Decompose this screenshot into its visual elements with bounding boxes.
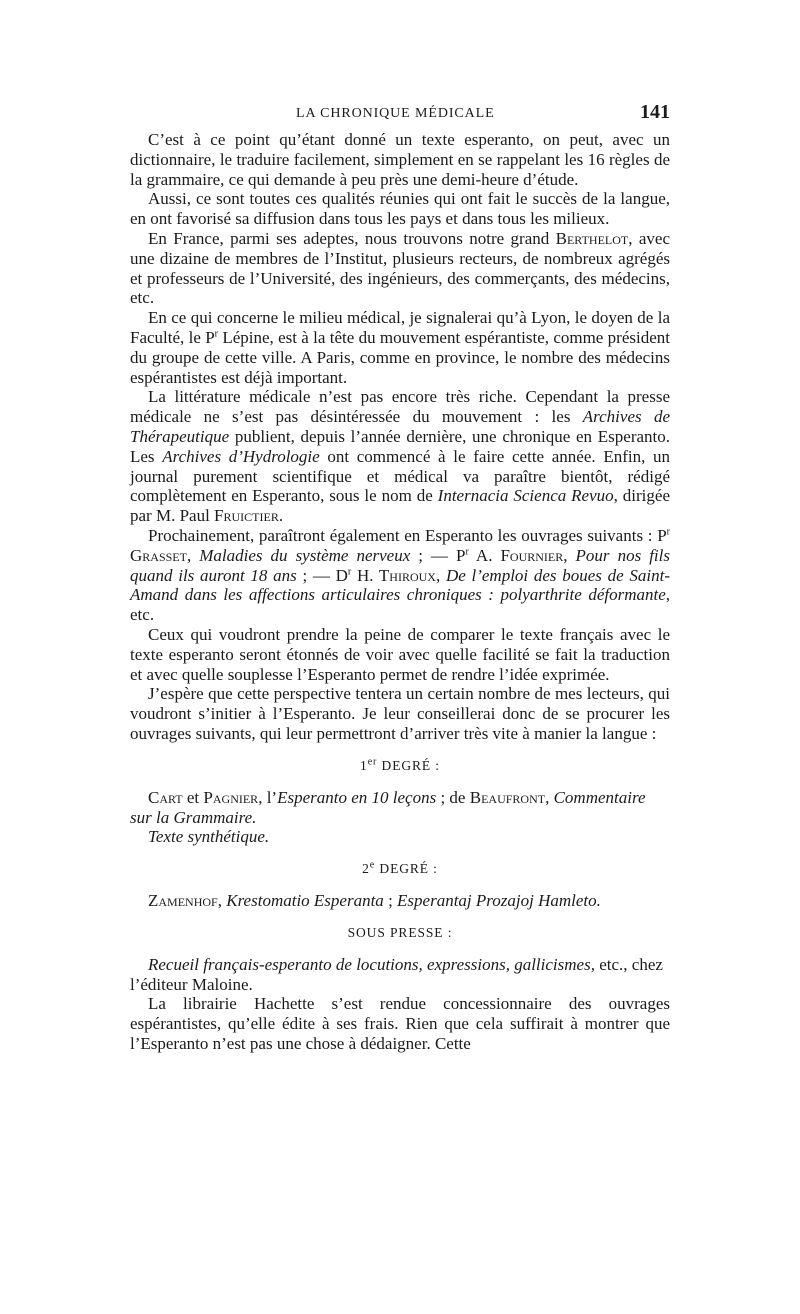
title-archives-hydrologie: Archives d’Hydrologie	[162, 446, 320, 466]
degree-1-books: Cart et Pagnier, l’Esperanto en 10 leçons ; de Beaufront, Commentaire sur la Grammaire.	[130, 787, 646, 827]
article-body-continued	[130, 994, 670, 1053]
name-thiroux: H. Thiroux	[351, 565, 436, 585]
paragraph-2: Aussi, ce sont toutes ces qualités réunies qui ont fait le succès de la langue, en ont favorisé sa diffusion dans tous les pays et dans tous les milieux.	[130, 189, 670, 229]
paragraph-5: La littérature médicale n’est pas encore très riche. Cependant la presse médicale ne s’est pas désintéressée du mouvement : les Archives de Thérapeutique publient, depuis l’année dernière, une chronique en Esperanto. Les Archives d’Hydrologie ont commencé à le faire cette année. Enfin, un journal purement scientifique et médical va paraître bientôt, rédigé complètement en Esperanto, sous le nom de Internacia Scienca Revuo, dirigée par M. Paul Fruictier.	[130, 387, 671, 526]
degree-2-books: Zamenhof, Krestomatio Esperanta ; Esperantaj Prozajoj Hamleto.	[148, 891, 601, 911]
article-body	[130, 130, 670, 744]
title-archives-therapeutique: Archives de Thérapeutique	[130, 407, 670, 446]
book-page	[130, 100, 670, 1054]
title-emploi-boues: De l’emploi des boues de Saint-Amand dans les affections articulaires chroniques : polyarthrite déformante	[130, 565, 670, 605]
paragraph-7: Ceux qui voudront prendre la peine de comparer le texte français avec le texte esperanto seront étonnés de voir avec quelle facilité se fait la traduction et avec quelle souplesse l’Esperanto permet de rendre l’idée exprimée.	[130, 624, 670, 684]
name-fruictier: Fruictier	[214, 506, 279, 526]
journal-title: LA CHRONIQUE MÉDICALE	[296, 106, 495, 121]
paragraph-8: J’espère que cette perspective tentera un certain nombre de mes lecteurs, qui voudront s’initier à l’Esperanto. Je leur conseillerai donc de se procurer les ouvrages suivants, qui leur permettront d’arriver très vite à manier la langue :	[130, 684, 670, 743]
name-fournier: A. Fournier	[468, 545, 564, 565]
degree-1-heading: 1er DEGRÉ :	[360, 756, 440, 773]
degree-1-books-note: Texte synthétique.	[148, 827, 270, 847]
title-maladies: Maladies du système nerveux	[199, 545, 411, 565]
paragraph-3: En France, parmi ses adeptes, nous trouvons notre grand Berthelot, avec une dizaine de membres de l’Institut, plusieurs recteurs, de nombreux agrégés et professeurs de l’Université, des ingénieurs, des commerçants, des médecins, etc.	[130, 228, 671, 308]
paragraph-4: En ce qui concerne le milieu médical, je signalerai qu’à Lyon, le doyen de la Faculté, le $P^r$ Lépine, est à la tête du mouvement espérantiste, comme président du groupe de cette ville. A Paris, comme en province, le nombre des médecins espérantistes est déjà important.	[130, 308, 670, 387]
sous-presse-books: Recueil français-esperanto de locutions, expressions, gallicismes, etc., chez l’éditeur Maloine.	[130, 954, 663, 994]
name-berthelot: Berthelot	[555, 228, 629, 248]
title-revuo: Internacia Scienca Revuo	[437, 486, 614, 506]
page-number: 141	[640, 101, 670, 123]
running-head	[130, 100, 670, 130]
paragraph-6: Prochainement, paraîtront également en Esperanto les ouvrages suivants : $P^r$ Grasset, Maladies du système nerveux ; — $P^r$ A. Fournier, Pour nos fils quand ils auront 18 ans ; — $D^r$ H. Thiroux, De l’emploi des boues de Saint-Amand dans les affections articulaires chroniques : polyarthrite déformante, etc.	[130, 525, 670, 625]
paragraph-9: La librairie Hachette s’est rendue concessionnaire des ouvrages espérantistes, qu’elle édite à ses frais. Rien que cela suffirait à montrer que l’Esperanto n’est pas une chose à dédaigner. Cette	[130, 994, 670, 1054]
degree-2-heading: 2e DEGRÉ :	[362, 859, 438, 877]
sous-presse-heading: SOUS PRESSE :	[347, 924, 453, 940]
name-grasset: Grasset	[130, 545, 187, 565]
title-pour-nos-fils: Pour nos fils quand ils auront 18 ans	[130, 545, 670, 585]
paragraph-1: C’est à ce point qu’étant donné un texte esperanto, on peut, avec un dictionnaire, le traduire facilement, simplement en se rappelant les 16 règles de la grammaire, ce qui demande à peu près une demi-heure d’étude.	[130, 130, 670, 189]
